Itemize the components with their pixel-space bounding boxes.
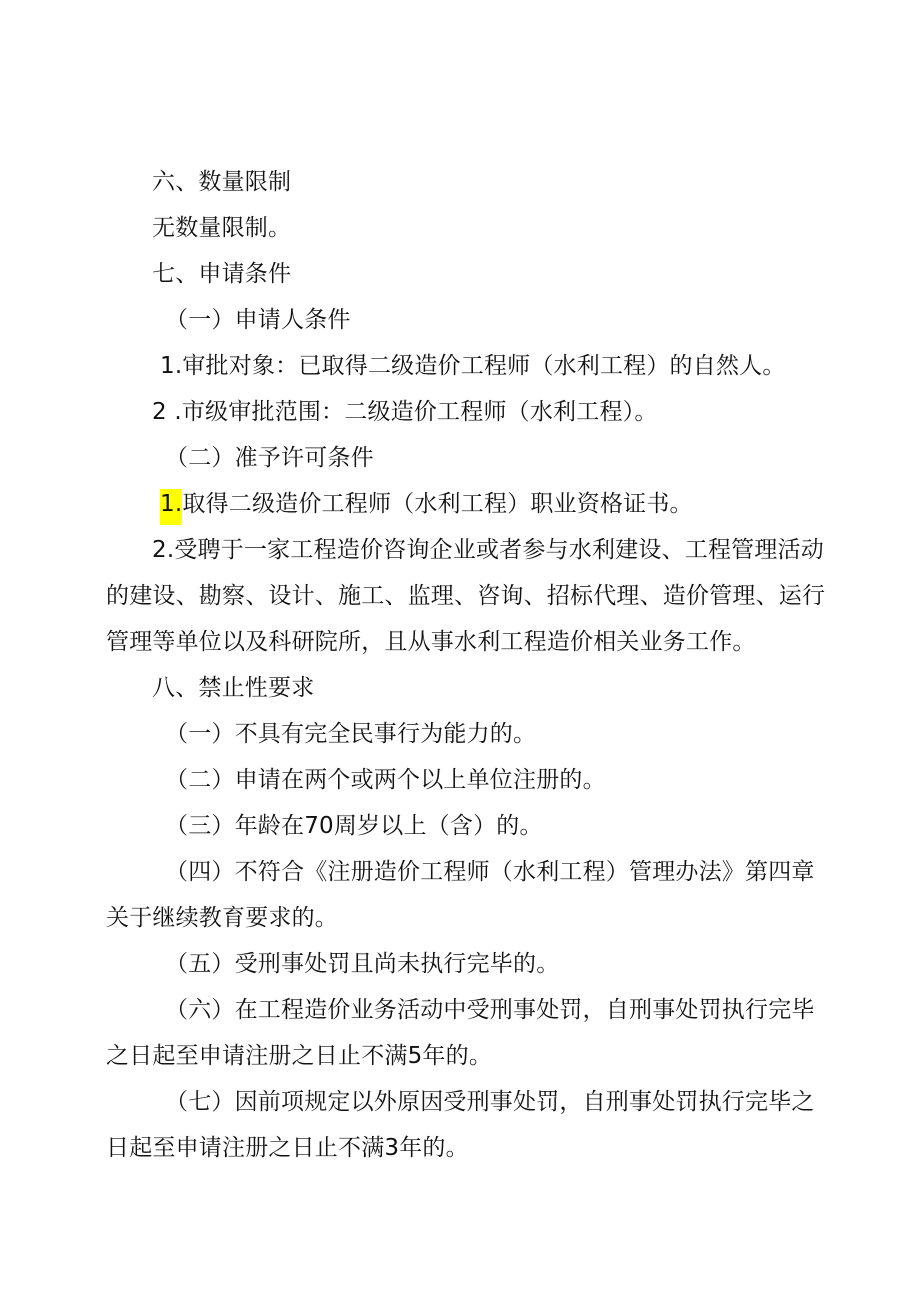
- item-2-1: [160, 488, 872, 520]
- item-2-2-line: 的建设、勘察、设计、施工、监理、咨询、招标代理、造价管理、运行: [106, 583, 826, 609]
- prohibit-item-cont: 关于继续教育要求的。: [106, 905, 338, 931]
- sub1-heading: （一）申请人条件: [165, 307, 351, 333]
- section6-heading: 六、数量限制: [152, 169, 292, 195]
- item-1-1: 1.审批对象：已取得二级造价工程师（水利工程）的自然人。: [160, 353, 786, 379]
- prohibit-item: （二）申请在两个或两个以上单位注册的。: [165, 767, 606, 793]
- section8-heading: 八、禁止性要求: [152, 675, 315, 701]
- prohibit-item: （三）年龄在70周岁以上（含）的。: [165, 813, 543, 839]
- prohibit-item: （六）在工程造价业务活动中受刑事处罚，自刑事处罚执行完毕: [165, 997, 815, 1023]
- section7-heading: 七、申请条件: [152, 261, 292, 287]
- prohibit-item: （五）受刑事处罚且尚未执行完毕的。: [165, 951, 560, 977]
- prohibit-item: （四）不符合《注册造价工程师（水利工程）管理办法》第四章: [165, 859, 815, 885]
- sub2-heading: （二）准予许可条件: [165, 445, 374, 471]
- item-2-2-line: 2.受聘于一家工程造价咨询企业或者参与水利建设、工程管理活动: [152, 537, 824, 563]
- item-1-2: 2 .市级审批范围：二级造价工程师（水利工程）。: [152, 399, 658, 425]
- highlighted-number: 1.: [160, 489, 182, 525]
- prohibit-item: （一）不具有完全民事行为能力的。: [165, 721, 537, 747]
- prohibit-item-cont: 之日起至申请注册之日止不满5年的。: [106, 1043, 493, 1069]
- item-2-2-line: 管理等单位以及科研院所，且从事水利工程造价相关业务工作。: [106, 629, 756, 655]
- prohibit-item-cont: 日起至申请注册之日止不满3年的。: [106, 1135, 469, 1161]
- section6-body: 无数量限制。: [152, 215, 292, 241]
- prohibit-item: （七）因前项规定以外原因受刑事处罚，自刑事处罚执行完毕之: [165, 1089, 815, 1115]
- item-2-1-text: 取得二级造价工程师（水利工程）职业资格证书。: [182, 491, 693, 517]
